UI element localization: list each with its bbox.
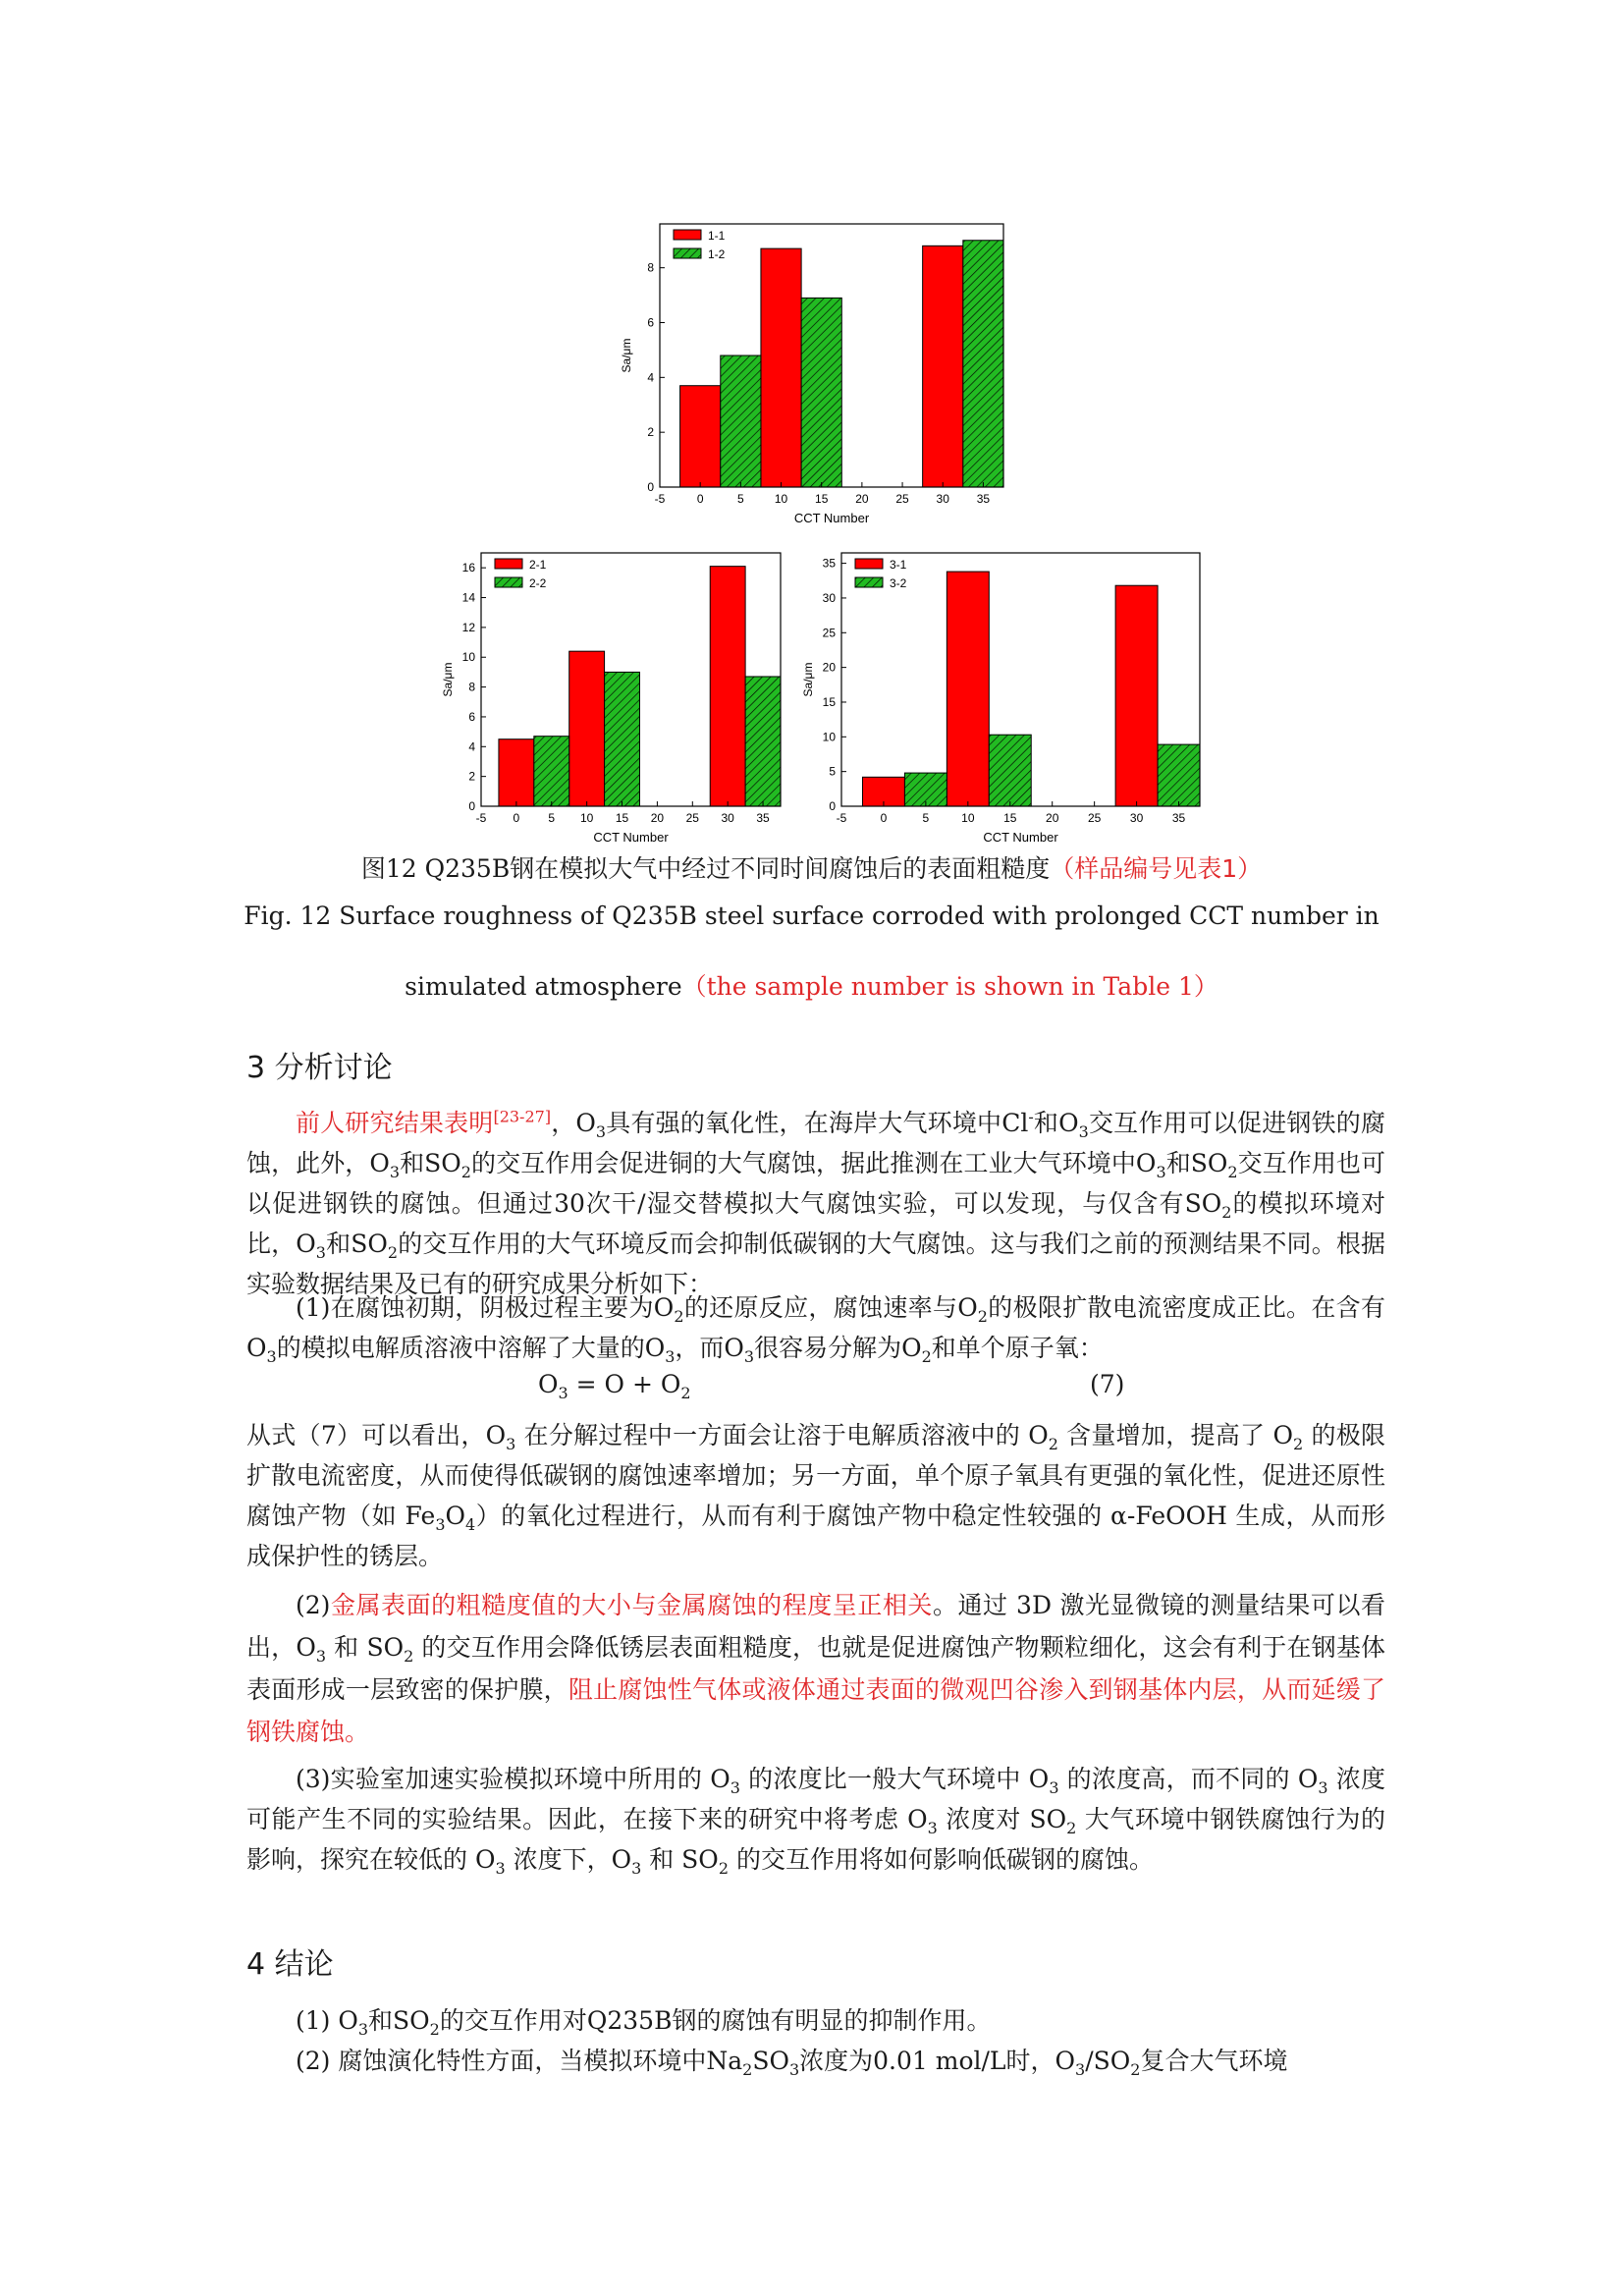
y-tick-label: 5 bbox=[829, 764, 836, 779]
y-tick-label: 8 bbox=[647, 260, 654, 275]
y-tick-label: 12 bbox=[461, 620, 475, 634]
equation-7 bbox=[538, 1370, 691, 1402]
bar-1-1-10 bbox=[761, 248, 801, 487]
p1-t3: 和O bbox=[1033, 1109, 1079, 1137]
bar-2-1-30 bbox=[710, 567, 745, 806]
x-tick-label: 20 bbox=[650, 811, 665, 825]
p5-t2: 的浓度比一般大气环境中 O bbox=[739, 1765, 1050, 1793]
sub: 3 bbox=[1156, 1163, 1166, 1181]
sub: 2 bbox=[718, 1859, 729, 1878]
x-tick-label: 35 bbox=[976, 492, 991, 506]
sub: 3 bbox=[1078, 1122, 1089, 1141]
x-tick-label: 25 bbox=[685, 811, 699, 825]
p1-t2: 具有强的氧化性，在海岸大气环境中Cl bbox=[606, 1109, 1029, 1137]
bar-2-2-15 bbox=[605, 672, 640, 806]
x-axis-label: CCT Number bbox=[983, 830, 1058, 845]
sub: 3 bbox=[730, 1778, 740, 1797]
p1-t4: 交互作用可以促进钢铁的腐蚀，此外，O bbox=[246, 1109, 1385, 1177]
y-tick-label: 6 bbox=[468, 709, 475, 724]
y-tick-label: 15 bbox=[822, 694, 836, 709]
sub: 2 bbox=[742, 2060, 753, 2079]
p2-t8: ，而 bbox=[675, 1334, 725, 1362]
legend-label-1-1: 1-1 bbox=[708, 229, 726, 243]
p2-t5: O bbox=[246, 1334, 267, 1362]
y-tick-label: 25 bbox=[822, 626, 836, 640]
sub: 2 bbox=[1130, 2060, 1141, 2079]
p1-t9: 的模拟环境对比，O bbox=[246, 1189, 1385, 1258]
caption-en-red: （the sample number is shown in Table 1） bbox=[681, 972, 1218, 1001]
x-tick-label: 15 bbox=[1003, 811, 1017, 825]
x-tick-label: 30 bbox=[721, 811, 734, 825]
chart-1 bbox=[589, 216, 1041, 530]
x-tick-label: 0 bbox=[513, 811, 520, 825]
chart-3-svg bbox=[797, 545, 1210, 849]
legend-label-1-2: 1-2 bbox=[708, 247, 726, 261]
bar-1-2-5 bbox=[721, 355, 761, 487]
sub: 2 bbox=[1221, 1203, 1232, 1222]
sub: 3 bbox=[631, 1859, 642, 1878]
y-tick-label: 0 bbox=[647, 480, 654, 494]
p4-red-1: 金属表面的粗糙度值的大小与金属腐蚀的程度呈正相关 bbox=[330, 1591, 933, 1619]
x-tick-label: 5 bbox=[737, 492, 744, 506]
bar-1-2-35 bbox=[963, 241, 1003, 487]
p3-t4: 的 O bbox=[995, 1421, 1049, 1449]
equation-number: (7) bbox=[1090, 1370, 1125, 1398]
p5-t8: 和 SO bbox=[641, 1845, 719, 1874]
paragraph-1 bbox=[246, 1103, 1385, 1304]
p1-t10: 和SO bbox=[325, 1230, 388, 1258]
legend-label-3-2: 3-2 bbox=[890, 576, 907, 590]
y-tick-label: 2 bbox=[468, 769, 475, 784]
p1-t11: 的交互作用的大气环境反而会抑制低碳钢的大气腐蚀。这与我们之前的预测结果不同。根据实验数据结果及已有的研究成果分析如下： bbox=[246, 1230, 1385, 1298]
legend-swatch-1-1 bbox=[674, 230, 701, 240]
y-tick-label: 20 bbox=[822, 660, 836, 675]
caption-en-line1: Fig. 12 Surface roughness of Q235B steel surface corroded with prolonged CCT number in bbox=[243, 902, 1380, 930]
section-4-title: 4 结论 bbox=[246, 1947, 334, 1982]
p1-t7: 和SO bbox=[1165, 1149, 1228, 1177]
x-tick-label: 0 bbox=[880, 811, 888, 825]
sub: 3 bbox=[788, 2060, 800, 2079]
x-tick-label: 10 bbox=[961, 811, 975, 825]
sub: 2 bbox=[429, 2020, 440, 2039]
caption-cn-red: （样品编号见表1） bbox=[1050, 854, 1263, 883]
x-axis-label: CCT Number bbox=[593, 830, 669, 845]
p3-t1: 从式（7）可以看出，O bbox=[246, 1421, 507, 1449]
sub: 4 bbox=[465, 1515, 476, 1534]
eq-lhs: O bbox=[538, 1370, 559, 1398]
p1-t8: 交互作用也可以促进钢铁的腐蚀。但通过30次干/湿交替模拟大气腐蚀实验，可以发现，与仅含有SO bbox=[246, 1149, 1385, 1218]
bar-2-1-0 bbox=[499, 739, 534, 806]
y-tick-label: 8 bbox=[468, 680, 475, 694]
y-tick-label: 4 bbox=[468, 739, 475, 754]
sub: 3 bbox=[558, 1384, 568, 1402]
x-tick-label: -5 bbox=[836, 811, 847, 825]
sub: 2 bbox=[1048, 1435, 1058, 1453]
legend-swatch-3-1 bbox=[855, 559, 883, 569]
p3-t3: 电解质溶液中 bbox=[846, 1421, 996, 1449]
p1-citation: [23-27] bbox=[493, 1107, 552, 1126]
y-tick-label: 30 bbox=[822, 590, 836, 605]
chart-1-svg bbox=[589, 216, 1041, 530]
y-axis-label: Sa/μm bbox=[801, 662, 815, 697]
sub: 3 bbox=[1049, 1778, 1059, 1797]
sub: 3 bbox=[743, 1347, 755, 1366]
sub: 3 bbox=[1318, 1778, 1328, 1797]
p2-t4: 在含有 bbox=[1311, 1293, 1385, 1322]
section-3-title: 3 分析讨论 bbox=[246, 1051, 393, 1085]
p4-t3: 和 SO bbox=[326, 1633, 405, 1662]
eq-mid: = O + O bbox=[568, 1370, 681, 1398]
sub: 2 bbox=[674, 1307, 684, 1326]
p1-t6: 的交互作用会促进铜的大气腐蚀，据此推测在工业大气环境中O bbox=[470, 1149, 1157, 1177]
p5-t4: 浓度可能产生不同的实验结果。因此，在接下来的研究中将考虑 O bbox=[246, 1765, 1386, 1833]
sub: 2 bbox=[387, 1243, 399, 1262]
p5-t9: 的交互作用将如何影响低碳钢的腐蚀。 bbox=[729, 1845, 1154, 1874]
sub: 3 bbox=[506, 1435, 516, 1453]
bar-3-2-35 bbox=[1158, 744, 1200, 806]
legend-swatch-2-2 bbox=[495, 577, 522, 587]
c1-t3: 的交互作用对Q235B钢的腐蚀有明显的抑制作用。 bbox=[439, 2006, 992, 2035]
c1-t1: (1) O bbox=[296, 2006, 358, 2035]
x-tick-label: 35 bbox=[756, 811, 770, 825]
x-axis-label: CCT Number bbox=[793, 511, 870, 525]
sub: 2 bbox=[680, 1384, 691, 1402]
sub: 3 bbox=[595, 1122, 607, 1141]
y-tick-label: 14 bbox=[461, 590, 475, 605]
x-tick-label: 20 bbox=[855, 492, 869, 506]
legend-label-2-2: 2-2 bbox=[529, 576, 547, 590]
sub: 3 bbox=[435, 1515, 446, 1534]
p5-t1: (3)实验室加速实验模拟环境中所用的 O bbox=[296, 1765, 730, 1793]
bar-2-2-35 bbox=[745, 677, 781, 806]
p2-t2: 的还原反应，腐蚀速率与O bbox=[683, 1293, 978, 1322]
c2-t4: /SO bbox=[1085, 2047, 1131, 2075]
x-tick-label: 5 bbox=[922, 811, 930, 825]
p1-t5: 和SO bbox=[400, 1149, 461, 1177]
sub: 3 bbox=[266, 1347, 277, 1366]
sub: 3 bbox=[357, 2020, 369, 2039]
x-tick-label: 25 bbox=[1087, 811, 1102, 825]
x-tick-label: 10 bbox=[774, 492, 788, 506]
y-tick-label: 10 bbox=[822, 730, 836, 744]
c2-t1: (2) 腐蚀演化特性方面，当模拟环境中Na bbox=[296, 2047, 743, 2075]
y-tick-label: 6 bbox=[647, 315, 654, 330]
p2-t6: 的模拟电解质溶液中 bbox=[276, 1334, 498, 1362]
sup: - bbox=[1028, 1107, 1034, 1126]
legend-label-3-1: 3-1 bbox=[890, 558, 907, 572]
paragraph-4 bbox=[246, 1584, 1385, 1753]
x-tick-label: -5 bbox=[654, 492, 666, 506]
y-tick-label: 0 bbox=[468, 799, 475, 813]
p2-t3: 的极限扩散电流密度成正比。 bbox=[987, 1293, 1312, 1322]
legend-swatch-3-2 bbox=[855, 577, 883, 587]
bar-2-1-10 bbox=[569, 651, 605, 806]
y-tick-label: 4 bbox=[647, 370, 654, 385]
legend-swatch-1-2 bbox=[674, 248, 701, 258]
x-tick-label: -5 bbox=[475, 811, 487, 825]
p1-red-lead: 前人研究结果表明 bbox=[296, 1109, 494, 1137]
x-tick-label: 20 bbox=[1046, 811, 1059, 825]
chart-3 bbox=[797, 545, 1210, 849]
figure-caption-en-1 bbox=[0, 902, 1623, 930]
sub: 3 bbox=[315, 1647, 327, 1666]
c2-t5: 复合大气环境 bbox=[1140, 2047, 1288, 2075]
conclusion-2 bbox=[246, 2041, 1385, 2081]
y-tick-label: 16 bbox=[461, 561, 475, 575]
bar-3-1-10 bbox=[947, 572, 989, 806]
c2-t3: 浓度为0.01 mol/L时，O bbox=[799, 2047, 1076, 2075]
bar-1-2-15 bbox=[801, 298, 841, 487]
bar-3-2-5 bbox=[904, 773, 947, 806]
p5-t7: 浓度下，O bbox=[505, 1845, 632, 1874]
conclusion-1 bbox=[246, 2000, 1385, 2041]
paragraph-5 bbox=[246, 1759, 1385, 1880]
sub: 3 bbox=[1075, 2060, 1086, 2079]
x-tick-label: 30 bbox=[936, 492, 949, 506]
p2-t9: O bbox=[724, 1334, 744, 1362]
sub: 3 bbox=[315, 1243, 326, 1262]
p4-t1: (2) bbox=[296, 1591, 331, 1619]
figure-caption-cn bbox=[0, 849, 1623, 885]
p2-t7: 溶解了大量的O bbox=[497, 1334, 666, 1362]
p4-red-2: 阻止腐蚀性气体或液体通过表面的微观凹谷渗入到钢基体内层，从而延缓了钢铁腐蚀。 bbox=[246, 1675, 1385, 1746]
y-tick-label: 10 bbox=[461, 650, 475, 665]
p3-t8: ）的氧化过程进行，从而有利于腐蚀产物中稳定性较强的 α-FeOOH 生成，从而形成保护性的锈层。 bbox=[246, 1502, 1385, 1570]
sub: 3 bbox=[665, 1347, 676, 1366]
x-tick-label: 10 bbox=[579, 811, 594, 825]
x-tick-label: 35 bbox=[1171, 811, 1186, 825]
sub: 3 bbox=[389, 1163, 401, 1181]
legend-label-2-1: 2-1 bbox=[529, 558, 547, 572]
x-tick-label: 15 bbox=[815, 492, 829, 506]
y-axis-label: Sa/μm bbox=[620, 338, 633, 373]
p2-t11: 和单个原子氧： bbox=[931, 1334, 1104, 1362]
bar-1-1-0 bbox=[680, 386, 721, 487]
x-tick-label: 15 bbox=[615, 811, 629, 825]
y-tick-label: 0 bbox=[829, 799, 836, 813]
sub: 2 bbox=[1293, 1435, 1304, 1453]
p3-t5: 含量增加，提高了 O bbox=[1057, 1421, 1294, 1449]
caption-en-line2: simulated atmosphere bbox=[405, 972, 682, 1001]
bar-3-1-30 bbox=[1115, 585, 1158, 806]
caption-cn-text: 图12 Q235B钢在模拟大气中经过不同时间腐蚀后的表面粗糙度 bbox=[360, 854, 1051, 883]
chart-2 bbox=[410, 545, 823, 849]
p5-t5: 浓度对 SO bbox=[937, 1805, 1067, 1833]
x-tick-label: 30 bbox=[1129, 811, 1144, 825]
p2-t1: (1)在腐蚀初期，阴极过程主要为O bbox=[296, 1293, 675, 1322]
x-tick-label: 0 bbox=[696, 492, 704, 506]
bar-1-1-30 bbox=[923, 246, 963, 487]
y-tick-label: 35 bbox=[822, 556, 836, 571]
c1-t2: 和SO bbox=[368, 2006, 430, 2035]
p5-t3: 的浓度高，而不同的 O bbox=[1058, 1765, 1319, 1793]
chart-2-svg bbox=[410, 545, 823, 849]
c2-t2: SO bbox=[752, 2047, 789, 2075]
paragraph-3 bbox=[246, 1415, 1385, 1576]
x-tick-label: 5 bbox=[548, 811, 556, 825]
p1-t1: ，O bbox=[551, 1109, 596, 1137]
p3-t2: 在分解过程中一方面会让溶于 bbox=[515, 1421, 847, 1449]
sub: 2 bbox=[460, 1163, 471, 1181]
legend-swatch-2-1 bbox=[495, 559, 522, 569]
p3-t7: O bbox=[445, 1502, 466, 1530]
bar-2-2-5 bbox=[534, 737, 569, 806]
sub: 2 bbox=[1066, 1819, 1077, 1837]
sub: 3 bbox=[927, 1819, 938, 1837]
sub: 2 bbox=[1227, 1163, 1238, 1181]
sub: 2 bbox=[921, 1347, 932, 1366]
x-tick-label: 25 bbox=[895, 492, 909, 506]
figure-caption-en-2 bbox=[0, 967, 1623, 1003]
p4-t2: 。通过 3D 激光显微镜的测量结果可以看出，O bbox=[246, 1591, 1385, 1662]
sub: 2 bbox=[977, 1307, 988, 1326]
p3-t6: 的极限扩散电流密度，从而使得低碳钢的腐蚀速率增加；另一方面，单个原子氧具有更强的氧化性，促进还原性腐蚀产物（如 Fe bbox=[246, 1421, 1385, 1530]
paragraph-2 bbox=[246, 1287, 1385, 1368]
y-tick-label: 2 bbox=[647, 425, 654, 440]
sub: 3 bbox=[495, 1859, 506, 1878]
sub: 2 bbox=[404, 1647, 414, 1666]
p4-t4: 的交互作用会降低锈层表面粗糙度，也就是促进腐蚀产物颗粒细化，这会有利于在钢基体表面形成一层致密的保护膜， bbox=[246, 1633, 1385, 1704]
bar-3-2-15 bbox=[989, 735, 1031, 806]
p5-t6: 大气环境中钢铁腐蚀行为的影响，探究在较低的 O bbox=[246, 1805, 1385, 1874]
y-axis-label: Sa/μm bbox=[441, 662, 455, 697]
p2-t10: 很容易分解为O bbox=[754, 1334, 922, 1362]
